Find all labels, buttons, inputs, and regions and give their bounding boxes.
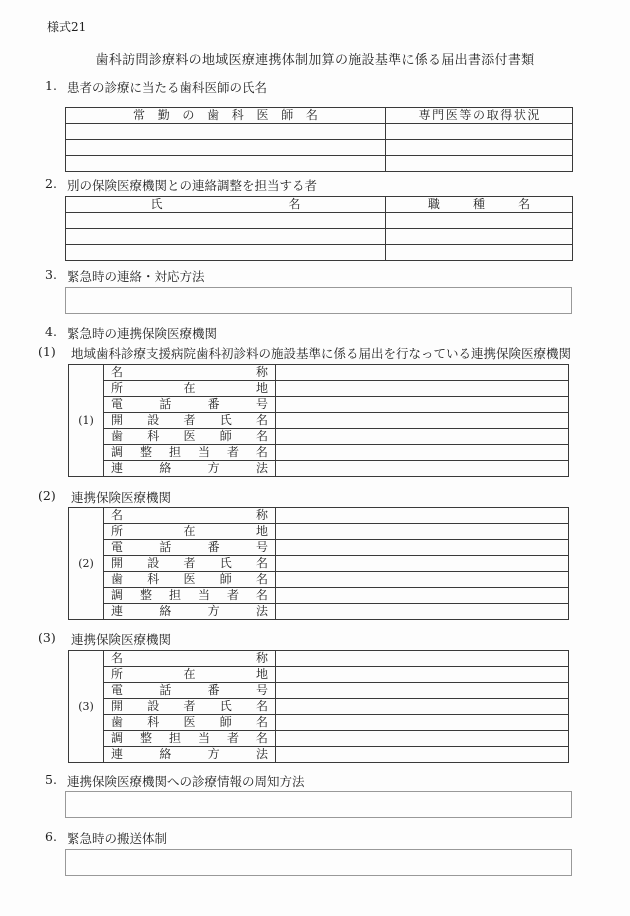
empty-cell [66, 156, 386, 172]
facility-row [69, 413, 569, 429]
section-5-number: 5. [45, 772, 57, 787]
section-6-heading [45, 829, 167, 847]
empty-cell [66, 124, 386, 140]
section-1-number: 1. [45, 78, 57, 93]
section-5-title: 連携保険医療機関への診療情報の周知方法 [67, 774, 305, 789]
coordinator-table [65, 196, 573, 261]
dentist-table-header-row [66, 108, 573, 124]
section-4-heading [45, 324, 217, 342]
facility-value-cell [276, 604, 569, 620]
facility-row [69, 445, 569, 461]
facility-1-title: 地域歯科診療支援病院歯科初診料の施設基準に係る届出を行なっている連携保険医療機関 [71, 346, 572, 361]
facility-row [69, 524, 569, 540]
facility-row [69, 397, 569, 413]
empty-cell [386, 156, 573, 172]
facility-1-tag: (1) [38, 344, 56, 359]
qualification-header: 専 門 医 等 の 取 得 状 況 [386, 108, 573, 124]
facility-row [69, 572, 569, 588]
facility-value-cell [276, 683, 569, 699]
facility-row-label: 所 在 地 [104, 667, 276, 683]
facility-row [69, 540, 569, 556]
facility-3-heading [38, 630, 171, 648]
section-3-heading [45, 267, 205, 285]
facility-value-cell [276, 556, 569, 572]
empty-cell [66, 245, 386, 261]
empty-cell [66, 229, 386, 245]
facility-row-label: 所 在 地 [104, 381, 276, 397]
facility-value-cell [276, 731, 569, 747]
form-code: 様式21 [47, 20, 87, 34]
facility-row-label: 開 設 者 氏 名 [104, 413, 276, 429]
section-6-number: 6. [45, 829, 57, 844]
facility-row [69, 461, 569, 477]
facility-row [69, 651, 569, 667]
empty-cell [386, 229, 573, 245]
facility-row-label: 連 絡 方 法 [104, 747, 276, 763]
facility-row-label: 名 称 [104, 651, 276, 667]
facility-value-cell [276, 699, 569, 715]
facility-2-tag: (2) [38, 488, 56, 503]
coordinator-table-header-row [66, 197, 573, 213]
section-1-heading [45, 78, 267, 96]
facility-table-3 [68, 650, 569, 763]
facility-row-label: 調 整 担 当 者 名 [104, 445, 276, 461]
facility-row-label: 電 話 番 号 [104, 397, 276, 413]
dentist-table-row [66, 124, 573, 140]
facility-row-label: 歯 科 医 師 名 [104, 429, 276, 445]
facility-row-label: 開 設 者 氏 名 [104, 699, 276, 715]
facility-row [69, 604, 569, 620]
section-6-title: 緊急時の搬送体制 [67, 831, 168, 846]
facility-value-cell [276, 445, 569, 461]
facility-tag-cell: (3) [69, 651, 104, 763]
section-1-title: 患者の診療に当たる歯科医師の氏名 [67, 80, 268, 95]
coordinator-table-row [66, 245, 573, 261]
facility-row [69, 365, 569, 381]
facility-row-label: 開 設 者 氏 名 [104, 556, 276, 572]
section-5-heading [45, 772, 305, 790]
facility-row-label: 調 整 担 当 者 名 [104, 731, 276, 747]
facility-table-1 [68, 364, 569, 477]
facility-table-2 [68, 507, 569, 620]
dentist-table-row [66, 156, 573, 172]
facility-row-label: 電 話 番 号 [104, 683, 276, 699]
facility-value-cell [276, 747, 569, 763]
facility-row [69, 667, 569, 683]
coordinator-name-header: 氏 名 [66, 197, 386, 213]
facility-row [69, 715, 569, 731]
facility-row-label: 調 整 担 当 者 名 [104, 588, 276, 604]
facility-row-label: 歯 科 医 師 名 [104, 715, 276, 731]
facility-3-title: 連携保険医療機関 [71, 632, 172, 647]
facility-row [69, 747, 569, 763]
facility-row [69, 429, 569, 445]
facility-value-cell [276, 413, 569, 429]
section-2-number: 2. [45, 176, 57, 191]
section-2-heading [45, 176, 317, 194]
facility-value-cell [276, 381, 569, 397]
facility-row-label: 歯 科 医 師 名 [104, 572, 276, 588]
facility-value-cell [276, 397, 569, 413]
facility-row-label: 所 在 地 [104, 524, 276, 540]
facility-row-label: 電 話 番 号 [104, 540, 276, 556]
facility-value-cell [276, 667, 569, 683]
facility-value-cell [276, 588, 569, 604]
facility-value-cell [276, 651, 569, 667]
facility-row-label: 連 絡 方 法 [104, 604, 276, 620]
empty-cell [66, 140, 386, 156]
facility-row-label: 名 称 [104, 365, 276, 381]
facility-value-cell [276, 365, 569, 381]
facility-row [69, 699, 569, 715]
facility-value-cell [276, 572, 569, 588]
section-3-number: 3. [45, 267, 57, 282]
facility-row [69, 381, 569, 397]
facility-value-cell [276, 540, 569, 556]
doc-title: 歯科訪問診療料の地域医療連携体制加算の施設基準に係る届出書添付書類 [95, 53, 535, 68]
facility-row [69, 508, 569, 524]
section-4-title: 緊急時の連携保険医療機関 [67, 326, 218, 341]
facility-value-cell [276, 429, 569, 445]
empty-cell [386, 213, 573, 229]
section-3-title: 緊急時の連絡・対応方法 [67, 269, 205, 284]
facility-value-cell [276, 715, 569, 731]
dentist-name-header: 常 勤 の 歯 科 医 師 名 [66, 108, 386, 124]
facility-2-heading [38, 488, 171, 506]
section-4-number: 4. [45, 324, 57, 339]
emergency-contact-box [65, 287, 572, 314]
empty-cell [386, 124, 573, 140]
facility-2-title: 連携保険医療機関 [71, 490, 172, 505]
facility-row [69, 588, 569, 604]
facility-row [69, 556, 569, 572]
dentist-table [65, 107, 573, 172]
facility-row [69, 683, 569, 699]
facility-row-label: 名 称 [104, 508, 276, 524]
facility-tag-cell: (1) [69, 365, 104, 477]
info-sharing-box [65, 791, 572, 818]
job-type-header: 職 種 名 [386, 197, 573, 213]
empty-cell [66, 213, 386, 229]
dentist-table-row [66, 140, 573, 156]
transport-box [65, 849, 572, 876]
section-2-title: 別の保険医療機関との連絡調整を担当する者 [67, 178, 318, 193]
facility-value-cell [276, 524, 569, 540]
facility-row [69, 731, 569, 747]
facility-1-heading [38, 344, 571, 362]
facility-tag-cell: (2) [69, 508, 104, 620]
facility-3-tag: (3) [38, 630, 56, 645]
facility-value-cell [276, 508, 569, 524]
coordinator-table-row [66, 229, 573, 245]
facility-row-label: 連 絡 方 法 [104, 461, 276, 477]
coordinator-table-row [66, 213, 573, 229]
empty-cell [386, 140, 573, 156]
facility-value-cell [276, 461, 569, 477]
empty-cell [386, 245, 573, 261]
